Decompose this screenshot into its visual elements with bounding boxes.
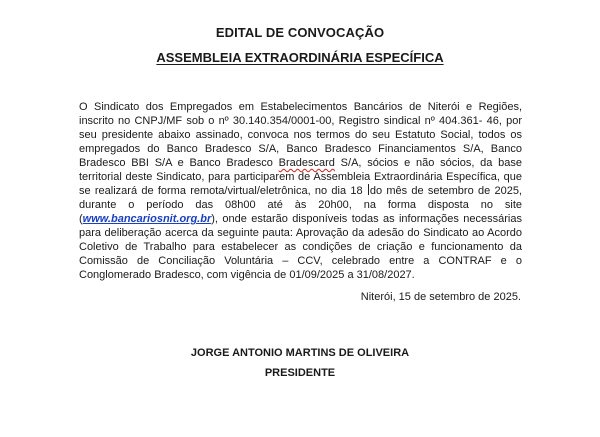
body-text-part-1: O Sindicato dos Empregados em Estabelecimentos Bancários de Niterói e Regiões, inscrito no CNPJ/MF sob o nº 30.140.354/0001-00, Registro sindical nº 404.361- 46, por seu presidente abaixo assinado, convoca nos termos do seu Estatuto Social, todos os empregados do Banco Bradesco S/A, Banco Bradesco Financiamentos S/A, Banco Bradesco BBI S/A e Banco Bradesco [79, 101, 522, 169]
body-paragraph[interactable] [79, 100, 522, 282]
text-cursor [368, 184, 369, 195]
signatory-name: JORGE ANTONIO MARTINS DE OLIVEIRA [190, 347, 410, 359]
body-text-part-2: S/A, sócios e não sócios, da base territorial deste Sindicato, para participarem de Assembleia Extraordinária Específica, que se realizará de forma remota/virtual/eletrônica, no dia 18 [79, 157, 522, 197]
document-subtitle: ASSEMBLEIA EXTRAORDINÁRIA ESPECÍFICA [156, 50, 444, 65]
signatory-role: PRESIDENTE [264, 367, 336, 379]
place-date: Niterói, 15 de setembro de 2025. [360, 291, 521, 303]
site-link[interactable]: www.bancariosnit.org.br [82, 213, 212, 225]
document-title: EDITAL DE CONVOCAÇÃO [215, 25, 385, 40]
spellcheck-flagged-word[interactable]: Bradescard [278, 157, 335, 169]
body-text-part-4: ), onde estarão disponíveis todas as informações necessárias para deliberação acerca da seguinte pauta: Aprovação da adesão do Sindicato ao Acordo Coletivo de Trabalho para estabelecer as condições de criação e funcionamento da Comissão de Conciliação Voluntária – CCV, celebrado entre a CONTRAF e o Conglomerado Bradesco, com vigência de 01/09/2025 a 31/08/2027. [79, 213, 522, 281]
body-text-part-3: do mês de setembro de 2025, durante o período das 08h00 até às 20h00, na forma disposta no site ( [79, 185, 522, 225]
